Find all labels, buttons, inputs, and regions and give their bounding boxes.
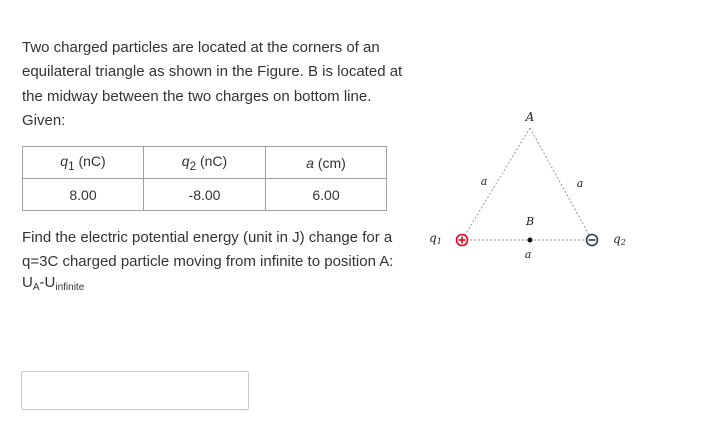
question-text: Find the electric potential energy (unit in J) change for a q=3C charged particle moving from infinite to position A:	[22, 229, 394, 271]
value-q2: -8.00	[144, 179, 266, 211]
value-a: 6.00	[266, 179, 387, 211]
table-header-row	[23, 147, 387, 179]
table-row	[23, 179, 387, 211]
intro-text: Two charged particles are located at the corners of an equilateral triangle as shown in the Figure. B is located at the midway between the two charges on bottom line.	[22, 39, 403, 105]
left-side	[462, 128, 530, 240]
header-a: a (cm)	[266, 147, 387, 179]
label-a-bottom: a	[524, 248, 532, 261]
label-a-left: a	[480, 175, 488, 188]
label-a-right: a	[576, 177, 584, 190]
label-q2: q2	[613, 232, 626, 247]
label-A: A	[525, 110, 535, 124]
header-q1: $q_1$ (nC)	[23, 147, 144, 179]
given-table	[22, 146, 387, 211]
label-q1: q1	[429, 231, 442, 246]
value-q1: 8.00	[23, 179, 144, 211]
header-q2: $q_2$ (nC)	[144, 147, 266, 179]
formula: $U_A-U_{infinite}$	[22, 274, 85, 293]
triangle-figure	[420, 100, 640, 270]
answer-input[interactable]	[21, 371, 249, 410]
point-B	[528, 238, 533, 243]
given-label: Given:	[22, 112, 66, 130]
question	[22, 226, 422, 275]
problem-intro	[22, 36, 422, 134]
label-B: B	[525, 215, 535, 228]
